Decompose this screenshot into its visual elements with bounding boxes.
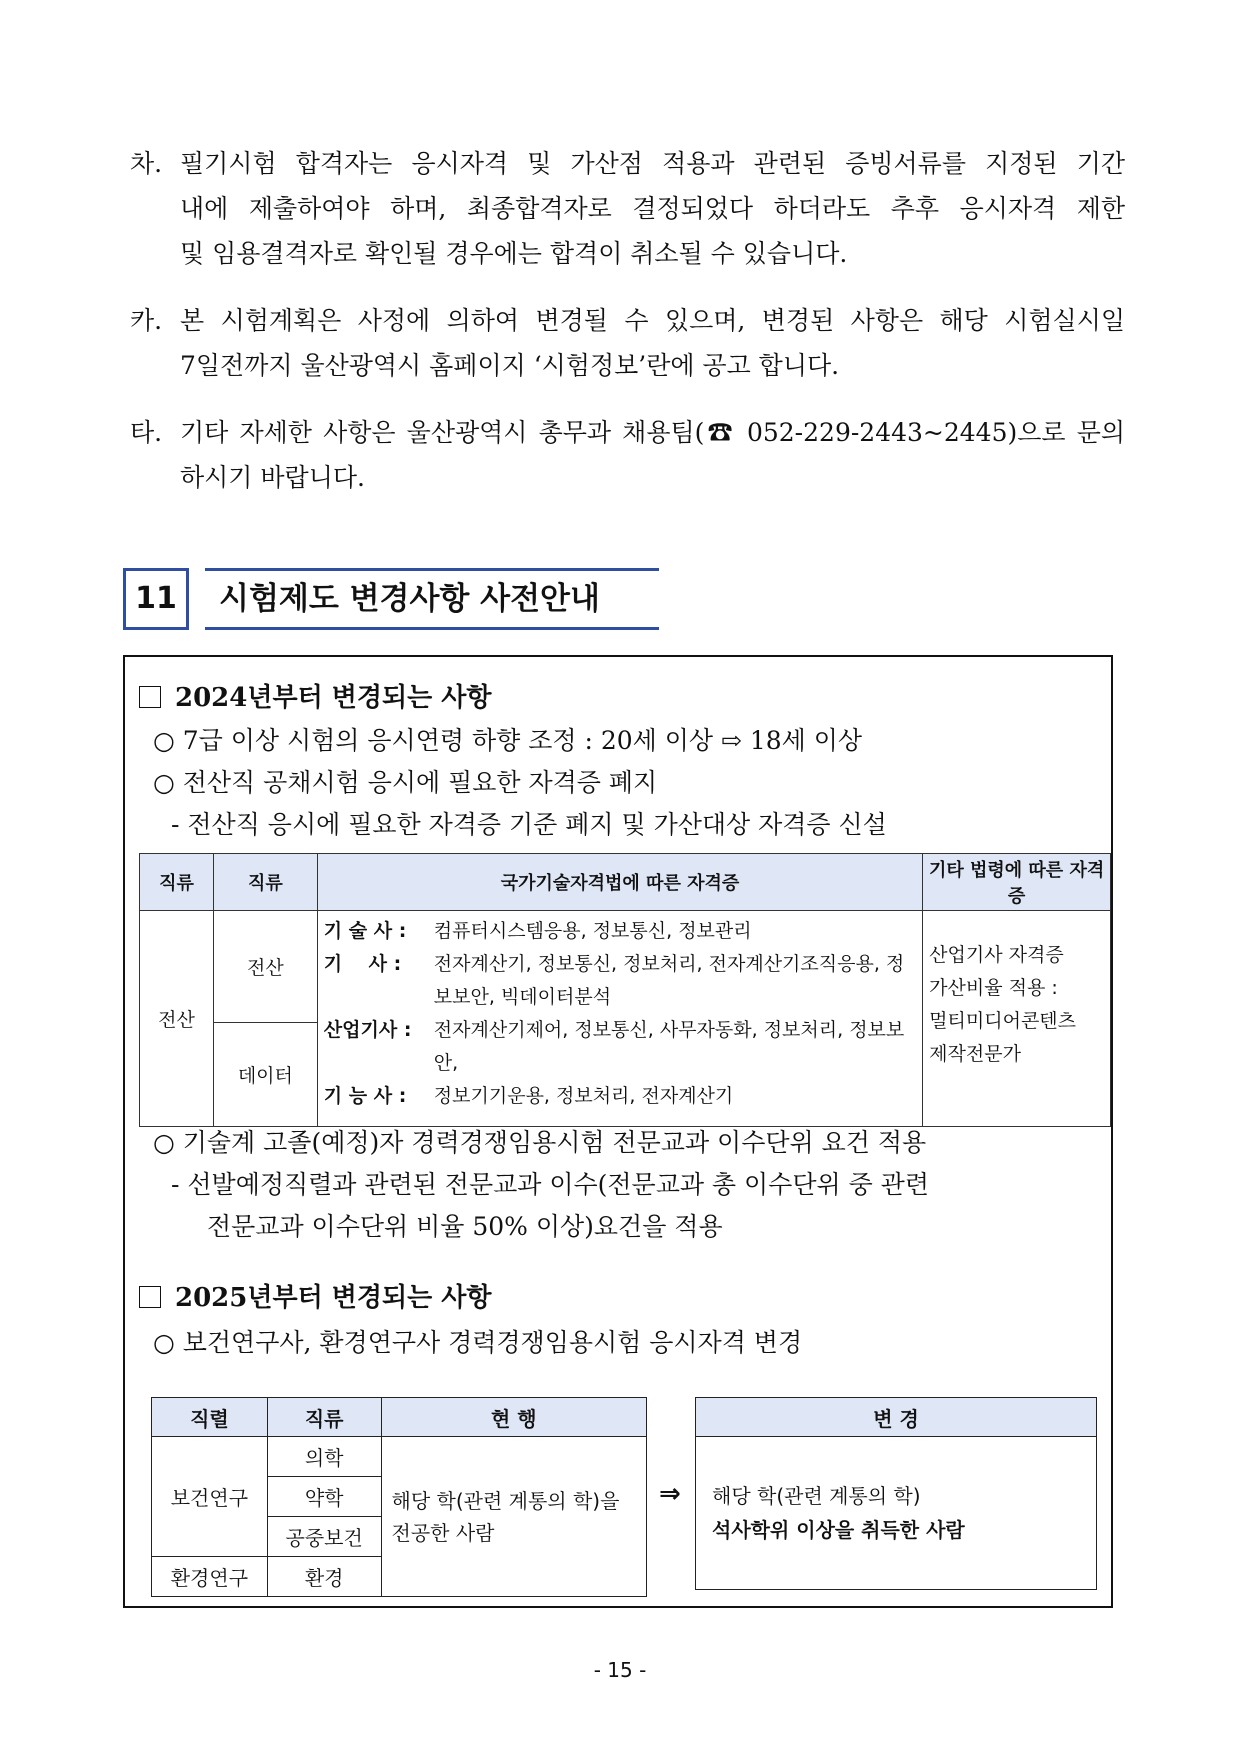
paragraph-line: 내에 제출하여야 하며, 최종합격자로 결정되었다 하더라도 추후 응시자격 제한 (180, 194, 1125, 223)
paragraph-label: 타. (130, 418, 163, 447)
other-line: 산업기사 자격증 (929, 944, 1064, 966)
header-cell: 직류 (267, 1398, 381, 1437)
header-cell: 기타 법령에 따른 자격증 (923, 854, 1111, 911)
heading-2025-text: 2025년부터 변경되는 사항 (175, 1283, 492, 1313)
paragraph-line: 하시기 바랍니다. (180, 463, 365, 492)
change-line: 해당 학(관련 계통의 학) (712, 1484, 921, 1508)
current-line: 해당 학(관련 계통의 학)을 (391, 1488, 620, 1513)
square-bullet-icon (139, 1286, 161, 1308)
item-license: ○ 전산직 공채시험 응시에 필요한 자격증 폐지 (153, 768, 658, 797)
paragraph-label: 카. (130, 306, 163, 335)
header-cell: 국가기술자격법에 따른 자격증 (317, 854, 922, 911)
license-list: 정보기기운용, 정보처리, 전자계산기 (433, 1085, 734, 1107)
page-number: - 15 - (593, 1658, 647, 1682)
paragraph-ka (130, 298, 1125, 388)
license-grade: 산업기사 : (323, 1019, 412, 1041)
license-row (324, 1014, 916, 1080)
license-list: 컴퓨터시스템응용, 정보통신, 정보관리 (433, 920, 752, 942)
paragraph-line: 및 임용결격자로 확인될 경우에는 합격이 취소될 수 있습니다. (180, 239, 848, 268)
group-cell: 환경연구 (152, 1557, 268, 1597)
current-table (151, 1397, 647, 1597)
paragraph-line: 기타 자세한 사항은 울산광역시 총무과 채용팀(☎ 052-229-2443~2445)으로 문의 (180, 418, 1125, 447)
sub-cell: 전산 (213, 911, 317, 1023)
square-bullet-icon (139, 686, 161, 708)
license-row (324, 1080, 916, 1113)
change-line-bold: 석사학위 이상을 취득한 사람 (712, 1518, 965, 1542)
license-list: 전자계산기제어, 정보통신, 사무자동화, 정보처리, 정보보안, (433, 1019, 905, 1074)
other-line: 멀티미디어콘텐츠 (929, 1010, 1077, 1032)
arrow-right-icon: ⇒ (659, 1479, 681, 1509)
license-table (139, 853, 1111, 1127)
item-researcher: ○ 보건연구사, 환경연구사 경력경쟁임용시험 응시자격 변경 (153, 1328, 803, 1357)
sub-cell: 의학 (267, 1437, 381, 1477)
current-cell (381, 1437, 646, 1597)
header-cell: 변 경 (696, 1398, 1097, 1437)
license-row (324, 948, 916, 1014)
paragraph-label: 차. (130, 149, 163, 178)
license-grade: 기 술 사 : (323, 920, 407, 942)
current-line: 전공한 사람 (391, 1520, 495, 1545)
section-title: 시험제도 변경사항 사전안내 (205, 568, 659, 630)
paragraph-cha (130, 141, 1125, 276)
license-list: 전자계산기, 정보통신, 정보처리, 전자계산기조직응용, 정보보안, 빅데이터분석 (433, 953, 905, 1008)
item-highschool-sub1: - 선발예정직렬과 관련된 전문교과 이수(전문교과 총 이수단위 중 관련 (171, 1170, 929, 1199)
heading-2024 (139, 677, 492, 714)
sub-cell: 환경 (267, 1557, 381, 1597)
other-line: 제작전문가 (929, 1043, 1021, 1065)
paragraph-line: 본 시험계획은 사정에 의하여 변경될 수 있으며, 변경된 사항은 해당 시험실시일 (180, 306, 1125, 335)
license-grade: 기 능 사 : (323, 1085, 407, 1107)
paragraph-line: 필기시험 합격자는 응시자격 및 가산점 적용과 관련된 증빙서류를 지정된 기간 (180, 149, 1125, 178)
change-table (695, 1397, 1097, 1590)
header-cell: 직렬 (152, 1398, 268, 1437)
license-cell (317, 911, 922, 1127)
header-cell: 직류 (213, 854, 317, 911)
heading-2025 (139, 1277, 492, 1314)
license-grade: 기 사 : (323, 953, 402, 975)
section-number: 11 (123, 568, 189, 630)
heading-2024-text: 2024년부터 변경되는 사항 (175, 683, 492, 713)
item-highschool: ○ 기술계 고졸(예정)자 경력경쟁임용시험 전문교과 이수단위 요건 적용 (153, 1128, 927, 1157)
other-line: 가산비율 적용 : (929, 977, 1058, 999)
header-cell: 현 행 (381, 1398, 646, 1437)
item-age: ○ 7급 이상 시험의 응시연령 하향 조정 : 20세 이상 ⇨ 18세 이상 (153, 726, 863, 755)
sub-cell: 데이터 (213, 1023, 317, 1127)
notice-box (123, 655, 1113, 1608)
paragraph-line: 7일전까지 울산광역시 홈페이지 ‘시험정보’란에 공고 합니다. (180, 351, 840, 380)
item-highschool-sub2: 전문교과 이수단위 비율 50% 이상)요건을 적용 (207, 1212, 723, 1241)
group-cell: 전산 (140, 911, 214, 1127)
header-cell: 직류 (140, 854, 214, 911)
paragraph-ta (130, 410, 1125, 500)
change-cell (696, 1437, 1097, 1590)
other-license-cell (923, 911, 1111, 1127)
sub-cell: 약학 (267, 1477, 381, 1517)
item-license-sub: - 전산직 응시에 필요한 자격증 기준 폐지 및 가산대상 자격증 신설 (171, 810, 887, 839)
group-cell: 보건연구 (152, 1437, 268, 1557)
license-row (324, 915, 916, 948)
sub-cell: 공중보건 (267, 1517, 381, 1557)
